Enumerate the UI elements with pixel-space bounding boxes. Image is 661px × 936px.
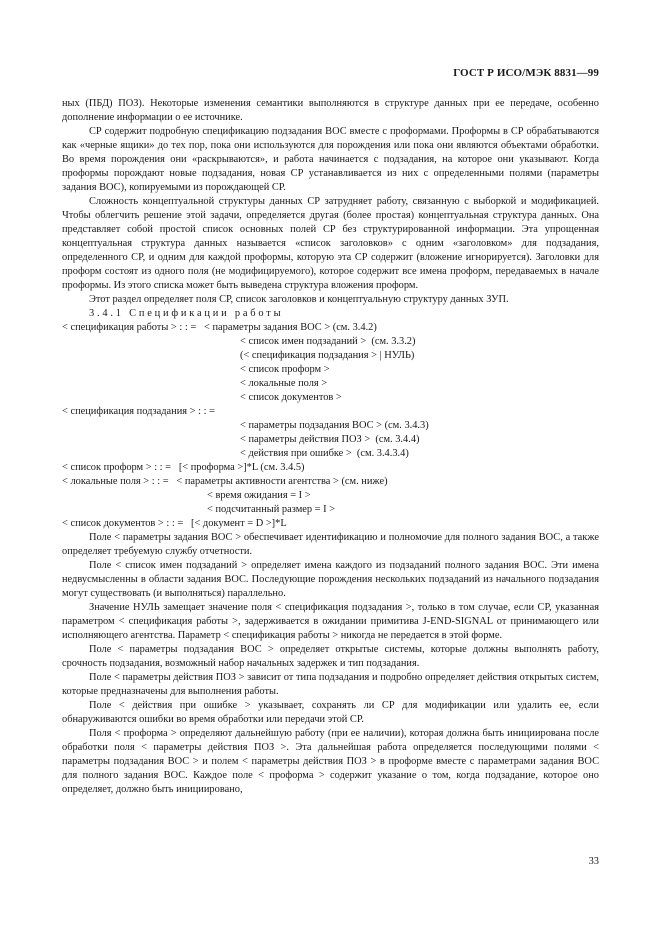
- paragraph: Значение НУЛЬ замещает значение поля < спецификация подзадания >, только в том случае, если СР, указанная параметром < спецификация работы >, задерживается в ожидании примитива J-END-SIGNAL от принимающего или исполняющего агентства. Параметр < спецификация работы > никогда не передается в этой форме.: [62, 602, 599, 641]
- paragraph: Этот раздел определяет поля СР, список заголовков и концептуальную структуру данных ЗУП.: [89, 294, 509, 305]
- grammar-line: < параметры подзадания ВОС > (см. 3.4.3): [240, 420, 429, 431]
- paragraph: Поле < параметры подзадания ВОС > определяет открытые системы, которые должны выполнять работу, срочность подзадания, возможный набор начальных задержек и тип подзадания.: [62, 644, 599, 669]
- grammar-line: < список документов > : : = [< документ = D >]*L: [62, 518, 287, 529]
- paragraph: Сложность концептуальной структуры данных СР затрудняет работу, связанную с выборкой и модификацией. Чтобы облегчить решение этой задачи, определяется другая (более простая) концептуальная структура данных. Она представляет собой простой список основных полей СР без структурированной информации. Эта упрощенная концептуальная структура данных называется «список заголовков» с одним «заголовком» для подзадания, определенного СР, и одним для каждой проформы, которую эта СР содержит (вложение игнорируется). Заголовки для проформ состоят из одного поля (не модифицируемого), которое содержит все имена проформ, передаваемых в начале проформы. Из этого списка может быть выведена структура вложения проформ.: [62, 196, 599, 291]
- grammar-line: < время ожидания = I >: [207, 490, 311, 501]
- paragraph: Поля < проформа > определяют дальнейшую работу (при ее наличии), которая должна быть инициирована после обработки поля < параметры действия ПОЗ >. Эта дальнейшая работа определяется последующими полями < параметры подзадания ВОС > и полем < параметры действия ПОЗ > в проформе вместе с параметрами задания ВОС для полного задания ВОС. Каждое поле < проформа > содержит указание о том, когда подзадание, которое оно определяет, должно быть инициировано,: [62, 728, 599, 795]
- grammar-line: < список документов >: [240, 392, 342, 403]
- paragraph-continuation: ных (ПБД) ПОЗ). Некоторые изменения семантики выполняются в структуре данных при ее передаче, особенно дополнение информации о ее источнике.: [62, 98, 599, 123]
- grammar-line: < параметры действия ПОЗ > (см. 3.4.4): [240, 434, 420, 445]
- grammar-line: < список проформ > : : = [< проформа >]*L (см. 3.4.5): [62, 462, 305, 473]
- grammar-line: < спецификация подзадания > : : =: [62, 406, 215, 417]
- grammar-line: < локальные поля >: [240, 378, 328, 389]
- grammar-block: [62, 321, 599, 531]
- grammar-line: < подсчитанный размер = I >: [207, 504, 336, 515]
- grammar-line: < спецификация работы > : : = < параметры задания ВОС > (см. 3.4.2): [62, 322, 377, 333]
- document-header: ГОСТ Р ИСО/МЭК 8831—99: [453, 67, 599, 79]
- document-body: [62, 97, 599, 797]
- grammar-line: < локальные поля > : : = < параметры активности агентства > (см. ниже): [62, 476, 388, 487]
- section-heading: 3.4.1 Спецификации работы: [89, 308, 284, 319]
- page-number: 33: [588, 856, 599, 867]
- grammar-line: < действия при ошибке > (см. 3.4.3.4): [240, 448, 409, 459]
- paragraph: Поле < список имен подзаданий > определяет имена каждого из подзаданий полного задания ВОС. Эти имена недвусмысленны в области задания ВОС. Последующие порождения нескольких подзаданий из начального подзадания могут существовать (и выполняться) параллельно.: [62, 560, 599, 599]
- grammar-line: (< спецификация подзадания > | НУЛЬ): [240, 350, 415, 361]
- paragraph: Поле < действия при ошибке > указывает, сохранять ли СР для модификации или удалить ее, если обнаруживаются ошибки во время обработки или передачи этой СР.: [62, 700, 599, 725]
- paragraph: Поле < параметры задания ВОС > обеспечивает идентификацию и полномочие для полного задания ВОС, а также определяет требуемую службу отчетности.: [62, 532, 599, 557]
- grammar-line: < список имен подзаданий > (см. 3.3.2): [240, 336, 416, 347]
- paragraph: Поле < параметры действия ПОЗ > зависит от типа подзадания и подробно определяет действия открытых систем, которые предназначены для выполнения работы.: [62, 672, 599, 697]
- paragraph: СР содержит подробную спецификацию подзадания ВОС вместе с проформами. Проформы в СР обрабатываются как «черные ящики» до тех пор, пока они используются для порождения или пока они являются объектами обработки. Во время порождения они «раскрываются», и работа начинается с подзадания, на которое они указывают. Когда проформы порождают новые подзадания, новая СР устанавливается из них с определенными полями (параметры задания ВОС), копируемыми из порождающей СР.: [62, 126, 599, 193]
- grammar-line: < список проформ >: [240, 364, 330, 375]
